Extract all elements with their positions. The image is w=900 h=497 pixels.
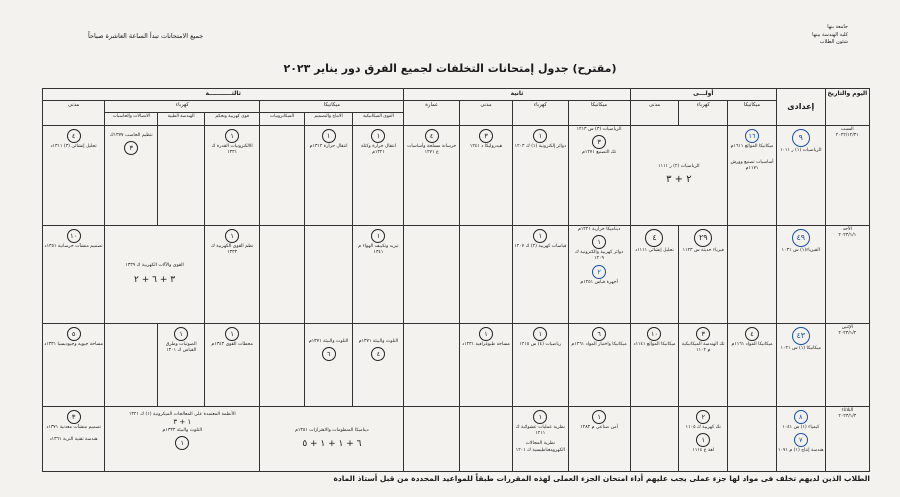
table-row xyxy=(43,226,870,324)
exam-cell: ١ الالكترونيات القدرة ك ١٣٣١ xyxy=(204,126,259,226)
empty-cell xyxy=(728,407,777,472)
exam-cell: ٣ تصميم منشآت معدنية ١٣٧١د هندسة تقنية التربة ١٣٦١د xyxy=(43,407,105,472)
exam-cell: ٤٩ الفيزياء(١) س ١٠٣١ xyxy=(776,226,825,324)
table-row xyxy=(43,407,870,472)
third-elec-header: كهرباء xyxy=(105,101,260,113)
exam-cell: تنظيم الحاسب ١٣٧٧ك ٣ xyxy=(105,126,158,226)
table-row xyxy=(43,324,870,407)
department-name: شئون الطلاب xyxy=(819,39,848,45)
exam-cell: ١ رياضيات (٤) س ١٢١٥ xyxy=(513,324,568,407)
exam-cell: الأنظمة المعتمدة على المعالجات الميكرونية (١) ك ١٣٢١ ١ + ٣ التلوث والبيئة ١٣٣٣م ١ xyxy=(105,407,260,472)
exam-cell: ديناميكا حرارية ١٢٢١م ١ دوائر كهربية والكترونية ك ١٢٠٩ ٢ أجهزة قياس ١٢٥١م xyxy=(568,226,630,324)
exam-cell: ١ قياسات كهربية (٢) ك ١٢٠٧ xyxy=(513,226,568,324)
exam-cell: القوى والآلات الكهربية ك ١٣٣٩ ٣ + ٦ + ٢ xyxy=(105,226,205,324)
exam-cell: ١ انتقال حرارة وكتلة ١٣٢١م xyxy=(353,126,404,226)
exam-cell: ٤ تحليل إنشائى ١١١١د xyxy=(630,226,679,324)
empty-cell xyxy=(404,324,459,407)
schedule-table xyxy=(42,88,870,472)
mech-prod-header: الانتاج والتصميم xyxy=(304,113,353,126)
exam-cell: ٥ مساحة جيوية وجيوديسيا ١٣٣١د xyxy=(43,324,105,407)
exam-cell: ٢ تك كهربية ك ١١٠٥ ١ لغة ع ١١١٤ xyxy=(679,407,728,472)
exam-cell: ١ محطات القوى ١٣٤٣م xyxy=(204,324,259,407)
first-year-header: أولـــى xyxy=(630,89,776,101)
exam-cell: ٤ خرسانة مسلحة وأساسات ع ١٢٧١ xyxy=(404,126,459,226)
exam-cell: ٨ كيمياء (١) س ١٠٤١ ٧ هندسة إنتاج (١) م ١٠٧١ xyxy=(776,407,825,472)
exam-cell: التلوث والبيئة ١٣٧١م ٤ xyxy=(353,324,404,407)
elec-bio-header: الهندسة الطبية xyxy=(158,113,205,126)
exam-cell: الرياضيات (٣) س ١٢١٣ ٣ تك التصنيع ١٢٧١م xyxy=(568,126,630,226)
day-cell: الثلاثاء ٢٠٢٣/١/٣ xyxy=(825,407,869,472)
exam-cell: ٣ هيدروليكا د ١٢٤١ xyxy=(459,126,512,226)
faculty-name: كلية الهندسة ببنها xyxy=(812,31,848,38)
exam-cell: ١٠ ميكانيكا الموائع ١١٤١د xyxy=(630,324,679,407)
second-mech-header: ميكانيكا xyxy=(568,101,630,126)
day-cell: الإثنين ٢٠٢٣/١/٢ xyxy=(825,324,869,407)
exam-cell: ٩ الرياضيات (١) ر ١٠١١ xyxy=(776,126,825,226)
elec-comm-header: الاتصالات والحاسبات xyxy=(105,113,158,126)
empty-cell xyxy=(459,226,512,324)
exam-cell: ١ نظم القوى الكهربية ك ١٣٣٣ xyxy=(204,226,259,324)
exam-cell: ١ أمن صناعى م ١٢٨٣ xyxy=(568,407,630,472)
prep-header: إعدادى xyxy=(776,89,825,126)
third-civil-header: مدنى xyxy=(43,101,105,126)
exam-cell: التلوث والبيئة ١٣٧١م ٦ xyxy=(304,324,353,407)
empty-cell xyxy=(260,324,304,407)
second-elec-header: كهرباء xyxy=(513,101,568,126)
empty-cell xyxy=(105,324,158,407)
exam-cell: ٣ تك الهندسة الميكانيكية م ١١٠٢ xyxy=(679,324,728,407)
table-row xyxy=(43,126,870,226)
empty-cell xyxy=(459,407,512,472)
day-header: اليوم والتاريخ xyxy=(825,89,869,126)
empty-cell xyxy=(260,126,304,226)
first-civil-header: مدنى xyxy=(630,101,679,126)
exam-cell: ديناميكا المنظومات والاهتزازات ١٣٥١م ٦ + ١ + ١ + ٥ xyxy=(260,407,404,472)
exam-cell: ٤٣ ميكانيكا (١) س ١٠٢١ xyxy=(776,324,825,407)
exam-cell: ١ الصوتيات وطرق القياس ك ١٣٠١ xyxy=(158,324,205,407)
exam-cell: الرياضيات (٢) ر ١١١١ ٢ + ٣ xyxy=(630,126,728,226)
empty-cell xyxy=(260,226,304,324)
third-mech-header: ميكانيكا xyxy=(260,101,404,113)
empty-cell xyxy=(630,407,679,472)
header-row-years xyxy=(43,89,870,101)
exam-cell: ٤ ميكانيكا المواد ١١٦١م xyxy=(728,324,777,407)
mechatronics-header: الميكاترونيات xyxy=(260,113,304,126)
empty-cell xyxy=(404,407,459,472)
header-row-depts xyxy=(43,101,870,113)
second-year-header: ثانية xyxy=(404,89,630,101)
exam-cell: ١ انتقال حرارة ١٣١٢م xyxy=(304,126,353,226)
elec-power-header: قوى كهربية وتحكم xyxy=(204,113,259,126)
day-cell: السبت ٢٠٢٢/١٢/٣١ xyxy=(825,126,869,226)
exam-time-note: جميع الامتحانات تبدأ الساعة العاشرة صباحاً xyxy=(88,32,204,40)
first-mech-header: ميكانيكا xyxy=(728,101,777,126)
exam-cell: ١٦ ميكانيكا الموائع ١٦١١م أساسيات تصنيع وورش ١١٧١م xyxy=(728,126,777,226)
second-civil-header: مدنى xyxy=(459,101,512,126)
first-elec-header: كهرباء xyxy=(679,101,728,126)
practical-exam-note: الطلاب الذين لديهم تخلف فى مواد لها جزء عملى يجب عليهم أداء امتحان الجزء العملى لهذه المقررات طبقاً للمواعيد المحددة من قبل أستاذ المادة xyxy=(333,474,870,483)
university-name: جامعة بنها xyxy=(827,24,848,30)
empty-cell xyxy=(728,226,777,324)
exam-cell: ٦ ميكانيكا واختبار المواد ١٢٦١م xyxy=(568,324,630,407)
third-year-header: ثالثـــــــــــة xyxy=(43,89,404,101)
empty-cell xyxy=(404,226,459,324)
mech-power-header: القوى الميكانيكية xyxy=(353,113,404,126)
exam-cell: ٢٩ فيزياء حديثة س ١١٢٣ xyxy=(679,226,728,324)
empty-cell xyxy=(304,226,353,324)
institution-header xyxy=(812,24,848,47)
second-arch-header: عمارة xyxy=(404,101,459,126)
page-title: (مقترح) جدول إمتحانات التخلفات لجميع الفرق دور يناير ٢٠٢٣ xyxy=(283,62,617,75)
exam-cell: ١ نظرية عمليات عشوائية ك ١٢١١ نظرية المجالات الكهرومغناطيسية ك ١٢٠١ xyxy=(513,407,568,472)
empty-cell xyxy=(158,126,205,226)
exam-cell: ١ مساحة طبوغرافية ١٢٣١د xyxy=(459,324,512,407)
exam-cell: ١ دوائر إلكترونية (١) ك ١٢٠٣ xyxy=(513,126,568,226)
exam-cell: ١٠ تصميم منشآت خرسانية ١٣٥١د xyxy=(43,226,105,324)
exam-cell: ١ تبريد وتكييف الهواء م ١٣٤١ xyxy=(353,226,404,324)
exam-cell: ٤ تحليل إنشائى (٣) ١٣١١د xyxy=(43,126,105,226)
day-cell: الأحد ٢٠٢٣/١/١ xyxy=(825,226,869,324)
